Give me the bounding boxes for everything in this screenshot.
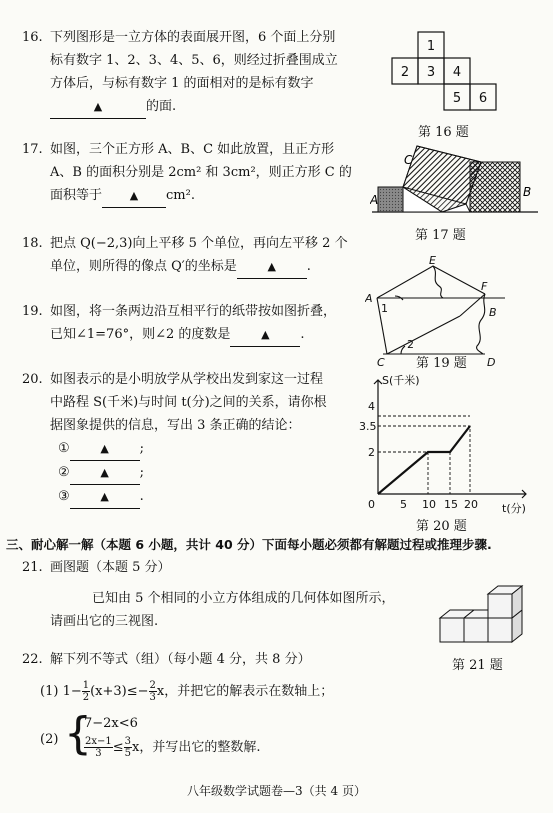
label-c: C xyxy=(377,356,385,369)
figure-caption: 第 17 题 xyxy=(415,228,466,243)
label-f: F xyxy=(481,280,488,293)
question-number: 16. xyxy=(22,30,43,45)
x-tick: 20 xyxy=(464,498,478,511)
item-marker: ③ xyxy=(58,489,70,504)
section-heading: 三、耐心解一解（本题 6 小题，共计 40 分）下面每小题必须都有解题过程或推理步骤. xyxy=(6,537,492,552)
numerator: 1 xyxy=(82,680,90,691)
origin-label: 0 xyxy=(368,498,375,511)
y-axis-label: S(千米) xyxy=(382,374,420,387)
question-text: . xyxy=(300,327,305,342)
label-e: E xyxy=(429,254,436,267)
figure-caption: 第 19 题 xyxy=(416,356,467,371)
expr-text: 1− xyxy=(62,684,82,699)
question-text: 中路程 S(千米)与时间 t(分)之间的关系，请你根 xyxy=(50,395,327,410)
question-number: 17. xyxy=(22,142,43,157)
expr-text: ≤ xyxy=(112,740,124,755)
question-text: 已知∠1=76°，则∠2 的度数是 xyxy=(50,327,231,342)
cube-net-figure xyxy=(388,30,498,114)
denominator: 5 xyxy=(124,748,132,759)
numerator: 2x−1 xyxy=(85,736,112,747)
angle-2: 2 xyxy=(407,338,414,351)
question-text: A、B 的面积分别是 2cm² 和 3cm²，则正方形 C 的 xyxy=(50,165,352,180)
question-number: 19. xyxy=(22,304,43,319)
expr-text: ，并写出它的整数解. xyxy=(139,740,261,755)
question-text: 方体后，与标有数字 1 的面相对的是标有数字 xyxy=(50,76,314,91)
x-axis-label: t(分) xyxy=(502,502,526,515)
figure-caption: 第 16 题 xyxy=(418,125,469,140)
brace: { xyxy=(64,708,92,759)
blank-marker: ▲ xyxy=(100,490,109,503)
question-number: 21. xyxy=(22,560,43,575)
question-text: 下列图形是一立方体的表面展开图，6 个面上分别 xyxy=(50,30,336,45)
expr-text: x，并把它的解表示在数轴上； xyxy=(156,684,334,699)
punctuation: . xyxy=(139,489,144,504)
expr-text: (x+3)≤− xyxy=(90,684,149,699)
question-text: 把点 Q(−2,3)向上平移 5 个单位，再向左平移 2 个 xyxy=(50,236,348,251)
answer-blank[interactable] xyxy=(70,461,140,485)
answer-blank[interactable] xyxy=(102,184,166,208)
expr-text: x xyxy=(132,740,140,755)
x-tick: 5 xyxy=(400,498,407,511)
label-b: B xyxy=(523,185,532,199)
blank-marker: ▲ xyxy=(267,260,276,273)
question-text: 请画出它的三视图. xyxy=(50,614,159,629)
net-face-1: 1 xyxy=(426,39,436,54)
fraction xyxy=(149,680,157,703)
unit-text: cm². xyxy=(166,188,195,203)
net-face-3: 3 xyxy=(426,65,436,80)
blank-marker: ▲ xyxy=(129,189,139,202)
question-text: . xyxy=(306,259,311,274)
squares-figure xyxy=(370,140,540,218)
net-face-4: 4 xyxy=(452,65,462,80)
punctuation: ; xyxy=(139,441,145,456)
item-marker: ① xyxy=(58,441,70,456)
question-text: 如图，将一条两边沿互相平行的纸带按如图折叠， xyxy=(50,304,337,319)
question-text: 单位，则所得的像点 Q′的坐标是 xyxy=(50,259,237,274)
x-tick: 10 xyxy=(422,498,436,511)
answer-blank[interactable] xyxy=(237,255,307,279)
y-tick: 3.5 xyxy=(359,420,377,433)
x-tick: 15 xyxy=(444,498,458,511)
question-19 xyxy=(22,300,362,347)
fraction xyxy=(82,680,90,703)
question-20 xyxy=(22,368,362,509)
numerator: 2 xyxy=(149,680,156,691)
fraction xyxy=(124,736,132,759)
distance-time-graph xyxy=(356,370,536,520)
label-d: D xyxy=(487,356,496,369)
label-a: A xyxy=(365,292,373,305)
question-number: 18. xyxy=(22,236,43,251)
y-tick: 4 xyxy=(368,400,375,413)
blank-marker: ▲ xyxy=(100,466,109,479)
net-face-6: 6 xyxy=(478,91,488,106)
numerator: 3 xyxy=(124,736,132,747)
question-text: 已知由 5 个相同的小立方体组成的几何体如图所示， xyxy=(92,591,395,606)
net-face-2: 2 xyxy=(400,65,410,80)
label-a: A xyxy=(370,193,379,207)
fraction xyxy=(84,736,113,759)
blank-marker: ▲ xyxy=(261,328,270,341)
question-18 xyxy=(22,232,362,279)
question-16 xyxy=(22,26,352,119)
answer-blank[interactable] xyxy=(70,485,140,509)
part-label: (2) xyxy=(40,732,59,747)
angle-1: 1 xyxy=(381,302,388,315)
question-text: 的面. xyxy=(146,99,177,114)
question-text: 标有数字 1、2、3、4、5、6，则经过折叠围成立 xyxy=(50,53,338,68)
denominator: 2 xyxy=(82,692,90,703)
question-17 xyxy=(22,138,362,208)
punctuation: ; xyxy=(139,465,145,480)
question-text: 面积等于 xyxy=(50,188,103,203)
question-text: 如图，三个正方形 A、B、C 如此放置，且正方形 xyxy=(50,142,335,157)
question-number: 20. xyxy=(22,372,43,387)
answer-blank[interactable] xyxy=(50,95,146,119)
page-footer: 八年级数学试题卷—3（共 4 页） xyxy=(187,784,366,798)
question-text: 如图表示的是小明放学从学校出发到家这一过程 xyxy=(50,372,324,387)
figure-caption: 第 20 题 xyxy=(416,519,467,534)
denominator: 3 xyxy=(149,692,156,703)
answer-blank[interactable] xyxy=(230,323,300,347)
item-marker: ② xyxy=(58,465,70,480)
blank-marker: ▲ xyxy=(100,442,109,455)
question-22 xyxy=(22,648,442,671)
question-21 xyxy=(22,556,442,633)
expr-text: 7−2x<6 xyxy=(84,716,138,731)
label-c: C xyxy=(404,153,413,167)
net-face-5: 5 xyxy=(452,91,462,106)
part-label: (1) xyxy=(40,684,59,699)
question-number: 22. xyxy=(22,652,43,667)
answer-blank[interactable] xyxy=(70,437,140,461)
label-b: B xyxy=(489,306,497,319)
cubes-figure xyxy=(436,574,536,650)
blank-marker: ▲ xyxy=(93,100,103,113)
question-title: 解下列不等式（组）（每小题 4 分，共 8 分） xyxy=(50,652,311,667)
denominator: 3 xyxy=(95,748,102,759)
inequality-1 xyxy=(40,678,333,706)
figure-caption: 第 21 题 xyxy=(452,658,503,673)
question-text: 据图象提供的信息，写出 3 条正确的结论： xyxy=(50,418,301,433)
question-title: 画图题（本题 5 分） xyxy=(50,560,171,575)
y-tick: 2 xyxy=(368,446,375,459)
